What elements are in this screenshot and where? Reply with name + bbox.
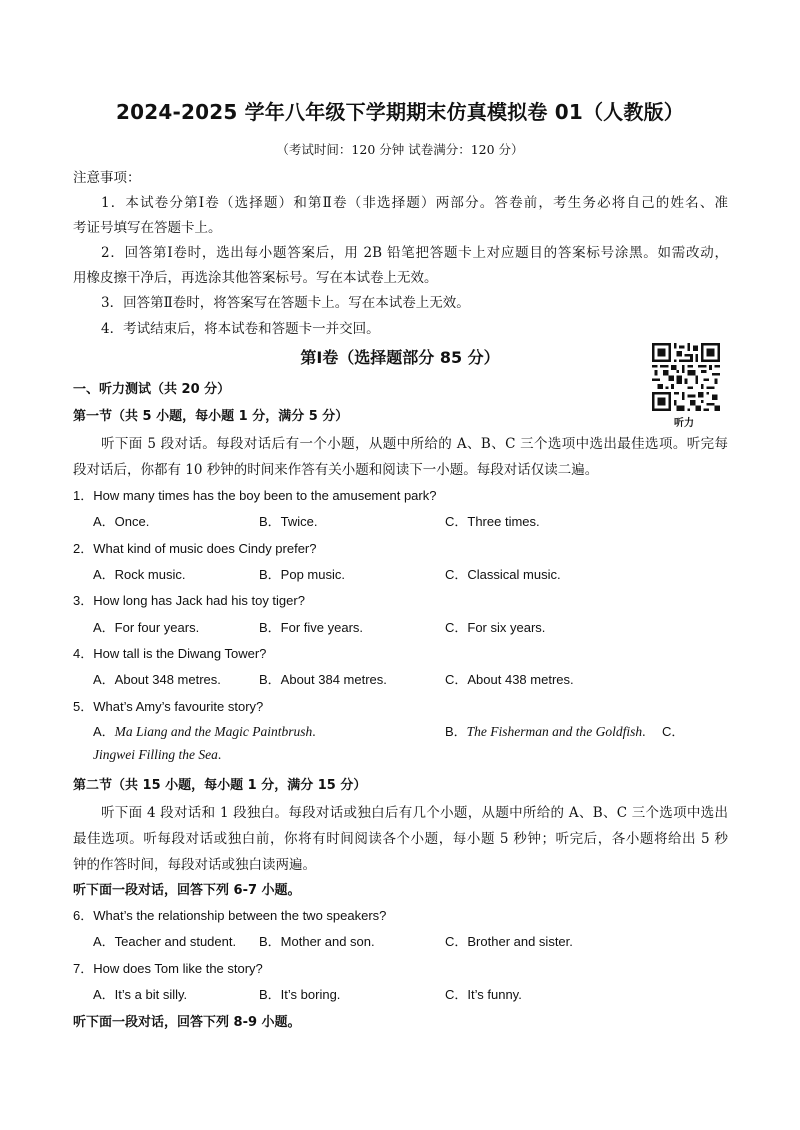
group-heading: 听下面一段对话，回答下列 6-7 小题。	[73, 883, 301, 898]
option-b[interactable]: B．Twice.	[259, 514, 318, 529]
part-heading: 第Ⅰ卷（选择题部分 85 分）	[300, 348, 500, 367]
option-title: The Fisherman and the Goldfish	[466, 724, 643, 739]
option-c-letter[interactable]: C．	[662, 724, 685, 739]
exam-subtitle: （考试时间：120 分钟 试卷满分：120 分）	[276, 142, 524, 157]
option-title: Ma Liang and the Magic Paintbrush	[114, 724, 313, 739]
question-text: 1．How many times has the boy been to the amusement park?	[73, 488, 437, 503]
subsection-heading: 第二节（共 15 小题，每小题 1 分，满分 15 分）	[73, 778, 367, 793]
option-period: .	[642, 724, 646, 739]
option-c[interactable]: C．For six years.	[445, 620, 546, 635]
instruction-line: 段对话后，你都有 10 秒钟的时间来作答有关小题和阅读下一小题。每段对话仅读二遍。	[73, 462, 599, 478]
option-b[interactable]: B．Mother and son.	[259, 934, 375, 949]
option-c[interactable]: C．Brother and sister.	[445, 934, 573, 949]
option-c[interactable]	[93, 747, 221, 763]
option-b[interactable]	[445, 721, 646, 740]
option-letter: A．	[93, 724, 115, 739]
note-line: 考证号填写在答题卡上。	[73, 220, 222, 236]
question-text: 3．How long has Jack had his toy tiger?	[73, 593, 305, 608]
instruction-line: 最佳选项。听每段对话或独白前，你将有时间阅读各个小题，每小题 5 秒钟；听完后，各小题将给出 5 秒	[73, 831, 728, 847]
qr-code-icon[interactable]	[652, 343, 720, 411]
notes-label: 注意事项：	[73, 170, 141, 186]
option-title: Jingwei Filling the Sea	[93, 747, 218, 762]
note-line: 4．考试结束后，将本试卷和答题卡一并交回。	[101, 321, 380, 337]
question-text: 5．What’s Amy’s favourite story?	[73, 699, 264, 714]
note-line: 2．回答第Ⅰ卷时，选出每小题答案后，用 2B 铅笔把答题卡上对应题目的答案标号涂黑。如需改动，	[101, 245, 728, 261]
note-line: 1．本试卷分第Ⅰ卷（选择题）和第Ⅱ卷（非选择题）两部分。答卷前，考生务必将自己的姓名、准	[101, 195, 728, 211]
option-c[interactable]: C．It’s funny.	[445, 987, 522, 1002]
option-a[interactable]: A．It’s a bit silly.	[93, 987, 188, 1002]
option-a[interactable]: A．Rock music.	[93, 567, 186, 582]
option-b[interactable]: B．Pop music.	[259, 567, 345, 582]
option-period: .	[312, 724, 316, 739]
option-period: .	[217, 747, 222, 762]
option-b[interactable]: B．About 384 metres.	[259, 672, 387, 687]
option-a[interactable]	[93, 721, 316, 740]
option-c[interactable]: C．About 438 metres.	[445, 672, 574, 687]
instruction-line: 听下面 4 段对话和 1 段独白。每段对话或独白后有几个小题，从题中所给的 A、B、C 三个选项中选出	[101, 805, 728, 821]
question-text: 4．How tall is the Diwang Tower?	[73, 646, 267, 661]
note-line: 3．回答第Ⅱ卷时，将答案写在答题卡上。写在本试卷上无效。	[101, 295, 470, 311]
group-heading: 听下面一段对话，回答下列 8-9 小题。	[73, 1015, 301, 1030]
option-a[interactable]: A．Once.	[93, 514, 150, 529]
option-a[interactable]: A．About 348 metres.	[93, 672, 221, 687]
note-line: 用橡皮擦干净后，再选涂其他答案标号。写在本试卷上无效。	[73, 270, 438, 286]
option-b[interactable]: B．It’s boring.	[259, 987, 341, 1002]
exam-title: 2024-2025 学年八年级下学期期末仿真模拟卷 01（人教版）	[116, 100, 684, 124]
section-heading: 一、听力测试（共 20 分）	[73, 382, 231, 397]
option-b[interactable]: B．For five years.	[259, 620, 364, 635]
option-c[interactable]: C．Three times.	[445, 514, 540, 529]
subsection-heading: 第一节（共 5 小题，每小题 1 分，满分 5 分）	[73, 409, 349, 424]
option-c[interactable]: C．Classical music.	[445, 567, 561, 582]
qr-caption: 听力	[674, 418, 694, 429]
question-text: 6．What’s the relationship between the two speakers?	[73, 908, 387, 923]
option-a[interactable]: A．Teacher and student.	[93, 934, 237, 949]
instruction-line: 钟的作答时间，每段对话或独白读两遍。	[73, 857, 316, 873]
option-letter: B．	[445, 724, 467, 739]
question-text: 2．What kind of music does Cindy prefer?	[73, 541, 317, 556]
option-a[interactable]: A．For four years.	[93, 620, 200, 635]
question-text: 7．How does Tom like the story?	[73, 961, 263, 976]
instruction-line: 听下面 5 段对话。每段对话后有一个小题，从题中所给的 A、B、C 三个选项中选出最佳选项。听完每	[101, 436, 728, 452]
